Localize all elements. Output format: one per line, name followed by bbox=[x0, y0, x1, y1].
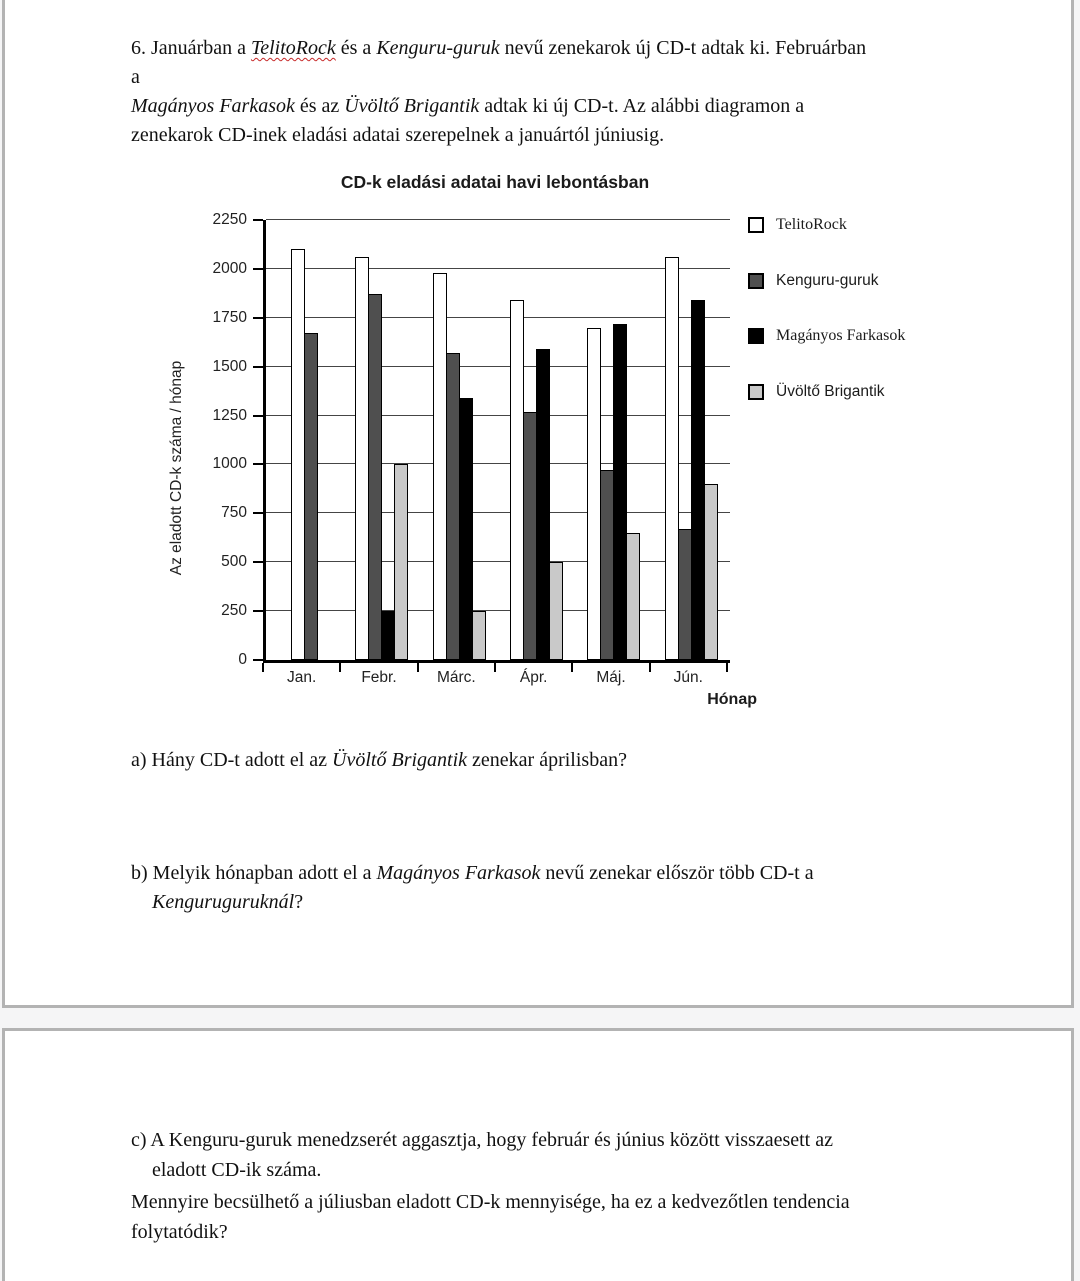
text-segment: Üvöltő Brigantik bbox=[344, 95, 480, 117]
cd-sales-bar-chart bbox=[5, 0, 1071, 730]
text-segment: b) Melyik hónapban adott el a bbox=[131, 862, 377, 884]
legend-label: Kenguru-guruk bbox=[776, 271, 879, 289]
y-tick-label: 2000 bbox=[212, 259, 247, 277]
x-tick-label: Jún. bbox=[673, 669, 703, 686]
bar--v-lt-brigantik-Febr bbox=[394, 464, 408, 660]
question-a bbox=[131, 746, 1056, 775]
y-tick-mark bbox=[253, 366, 263, 368]
x-tick-label: Márc. bbox=[436, 669, 476, 686]
text-segment: adtak ki új CD-t. Az alábbi diagramon a bbox=[479, 95, 805, 117]
bar-kenguru-guruk-pr bbox=[523, 412, 537, 660]
y-tick-label: 250 bbox=[221, 602, 247, 620]
text-segment: ? bbox=[294, 891, 304, 913]
y-tick-mark bbox=[253, 659, 263, 661]
x-tick-label: Ápr. bbox=[519, 669, 548, 686]
bar--v-lt-brigantik-Jn bbox=[704, 484, 718, 660]
bar-kenguru-guruk-Mj bbox=[600, 470, 614, 660]
y-tick-label: 1500 bbox=[212, 357, 247, 375]
x-tick-label: Máj. bbox=[596, 669, 626, 686]
question-b bbox=[131, 859, 1077, 917]
bar--v-lt-brigantik-Mj bbox=[626, 533, 640, 660]
bar-telitorock-pr bbox=[510, 300, 524, 660]
question-c-continued bbox=[131, 1187, 1056, 1247]
legend-swatch bbox=[748, 273, 764, 289]
y-tick-label: 1250 bbox=[212, 406, 247, 424]
text-segment: nevű zenekarok új CD-t adtak ki. Februárban bbox=[499, 37, 867, 59]
text-segment: 6. Januárban a bbox=[131, 37, 251, 59]
text-segment: Kenguruguruknál bbox=[152, 891, 295, 913]
text-segment: TelitoRock bbox=[250, 37, 336, 59]
y-tick-mark bbox=[253, 561, 263, 563]
bar-mag-nyos-farkasok-Febr bbox=[381, 611, 395, 660]
legend-label: TelitoRock bbox=[776, 216, 847, 233]
text-segment: Üvöltő Brigantik bbox=[332, 749, 468, 771]
bar-kenguru-guruk-Mrc bbox=[446, 353, 460, 660]
bar-telitorock-Jan bbox=[291, 249, 305, 660]
bar--v-lt-brigantik-Mrc bbox=[472, 611, 486, 660]
bar-telitorock-Jn bbox=[665, 257, 679, 660]
text-segment: eladott CD-ik száma. bbox=[152, 1159, 322, 1181]
bar-group-Febr bbox=[343, 220, 420, 660]
question-c bbox=[131, 1125, 1077, 1185]
text-segment: Magányos Farkasok bbox=[131, 95, 295, 117]
y-tick-mark bbox=[253, 512, 263, 514]
question-card-top bbox=[2, 0, 1074, 1008]
y-tick-mark bbox=[253, 317, 263, 319]
text-segment: Mennyire becsülhető a júliusban eladott CD-k mennyisége, ha ez a kedvezőtlen tendencia bbox=[131, 1191, 850, 1213]
bar-kenguru-guruk-Febr bbox=[368, 294, 382, 660]
bar-mag-nyos-farkasok-Mj bbox=[613, 324, 627, 660]
y-tick-mark bbox=[253, 463, 263, 465]
y-tick-mark bbox=[253, 219, 263, 221]
legend-swatch bbox=[748, 384, 764, 400]
bar-kenguru-guruk-Jn bbox=[678, 529, 692, 660]
y-tick-label: 750 bbox=[221, 504, 247, 522]
legend-label: Üvöltő Brigantik bbox=[776, 383, 885, 401]
text-segment: zenekarok CD-inek eladási adatai szerepelnek a januártól júniusig. bbox=[131, 124, 665, 146]
y-tick-label: 1750 bbox=[212, 308, 247, 326]
text-segment: és az bbox=[294, 95, 345, 117]
bar-telitorock-Febr bbox=[355, 257, 369, 660]
bar-mag-nyos-farkasok-Mrc bbox=[459, 398, 473, 660]
y-axis-title: Az eladott CD-k száma / hónap bbox=[168, 360, 185, 576]
y-tick-mark bbox=[253, 610, 263, 612]
bar-group-Mrc bbox=[421, 220, 498, 660]
bar-telitorock-Mrc bbox=[433, 273, 447, 660]
legend-label: Magányos Farkasok bbox=[776, 327, 906, 345]
y-tick-mark bbox=[253, 415, 263, 417]
bar-group-Jn bbox=[653, 220, 730, 660]
text-segment: a bbox=[131, 66, 140, 88]
legend-swatch bbox=[748, 217, 764, 233]
y-tick-label: 0 bbox=[238, 651, 247, 668]
y-tick-label: 500 bbox=[221, 553, 247, 571]
text-segment: a) Hány CD-t adott el az bbox=[131, 749, 333, 771]
text-segment: zenekar áprilisban? bbox=[467, 749, 627, 771]
x-axis-title: Hónap bbox=[707, 691, 757, 708]
bar--v-lt-brigantik-pr bbox=[549, 562, 563, 660]
bar-kenguru-guruk-Jan bbox=[304, 333, 318, 660]
text-segment: nevű zenekar először több CD-t a bbox=[540, 862, 814, 884]
bar-group-Mj bbox=[575, 220, 652, 660]
chart-title: CD-k eladási adatai havi lebontásban bbox=[340, 172, 650, 192]
legend-swatch bbox=[748, 328, 764, 344]
bar-telitorock-Mj bbox=[587, 328, 601, 660]
bar-mag-nyos-farkasok-Jn bbox=[691, 300, 705, 660]
bar-group-Jan bbox=[266, 220, 343, 660]
bar-mag-nyos-farkasok-pr bbox=[536, 349, 550, 660]
x-tick-label: Jan. bbox=[287, 669, 317, 686]
bar-group-pr bbox=[498, 220, 575, 660]
question-card-bottom bbox=[2, 1028, 1074, 1281]
x-tick-label: Febr. bbox=[361, 669, 397, 686]
text-segment: c) A Kenguru-guruk menedzserét aggasztja, hogy február és június között visszaesett az bbox=[131, 1129, 833, 1151]
text-segment: folytatódik? bbox=[131, 1221, 228, 1243]
y-tick-mark bbox=[253, 268, 263, 270]
text-segment: és a bbox=[335, 37, 377, 59]
y-tick-label: 1000 bbox=[212, 455, 247, 473]
y-tick-label: 2250 bbox=[212, 211, 247, 228]
text-segment: Kenguru-guruk bbox=[376, 37, 500, 59]
text-segment: Magányos Farkasok bbox=[376, 862, 541, 884]
